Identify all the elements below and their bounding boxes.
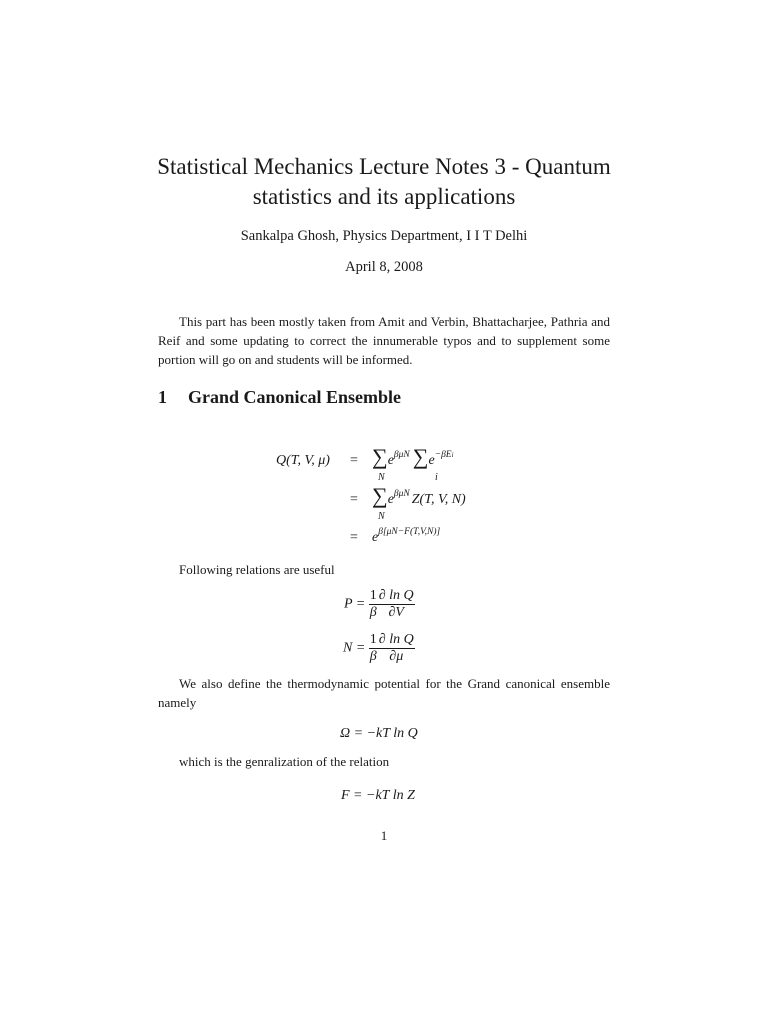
sum-symbol: ∑ <box>412 444 429 469</box>
grand-partition-lhs: Q(T, V, μ) <box>276 453 330 468</box>
exponent-beta-mu-n-2: βμN <box>393 489 410 499</box>
fraction-partial-ln-q-v <box>378 588 415 621</box>
exponent-beta-e-text: −βE <box>434 450 452 460</box>
eq-sign-row-2: = <box>350 492 358 507</box>
sum-symbol: ∑ <box>372 444 388 469</box>
denominator: ∂μ <box>389 649 404 664</box>
section-number: 1 <box>158 387 167 407</box>
author-line: Sankalpa Ghosh, Physics Department, I I T Delhi <box>240 228 528 244</box>
denominator: β <box>369 649 377 664</box>
number-lhs: N = <box>343 640 366 656</box>
exponent-free-energy: β[μN−F(T,V,N)] <box>378 527 441 537</box>
page-number: 1 <box>380 828 388 843</box>
section-title: Grand Canonical Ensemble <box>188 387 402 407</box>
exponent-beta-e <box>435 450 454 460</box>
exponent-beta-mu-n: βμN <box>393 450 410 460</box>
sum-sub-n-1: N <box>378 472 385 483</box>
pressure-lhs: P = <box>344 596 366 612</box>
fraction-partial-ln-q-mu <box>378 632 415 665</box>
eq-sign-row-3: = <box>350 530 358 545</box>
sum-row-1: $\sum e^{\beta\mu N}$ $\sum e^{-\beta Ei}$ <box>372 444 454 469</box>
title-line-1: Statistical Mechanics Lecture Notes 3 - Quantum <box>157 154 611 179</box>
sum-symbol: ∑ <box>372 483 388 508</box>
number-equation <box>343 632 415 665</box>
date-line: April 8, 2008 <box>345 259 423 275</box>
abstract-paragraph: This part has been mostly taken from Amit and Verbin, Bhattacharjee, Pathria and Reif and some updating to correct the innumerable typos and to supplement some portion will go on and students will be informed. <box>158 314 610 367</box>
denominator: β <box>369 605 377 620</box>
omega-equation: Ω = −kT ln Q <box>340 726 418 741</box>
exp-row-3: $e^{\beta[\mu N-F(T,V,N)]}$ <box>372 527 441 545</box>
generalization-text: which is the genralization of the relation <box>179 754 390 769</box>
following-text: Following relations are useful <box>179 562 335 577</box>
title-line-2: statistics and its applications <box>252 184 516 209</box>
section-heading <box>158 387 401 408</box>
partition-function-z: Z(T, V, N) <box>411 492 466 507</box>
numerator: ∂ ln Q <box>378 588 414 603</box>
eq-sign-row-1: = <box>350 453 358 468</box>
sum-sub-i: i <box>435 472 438 483</box>
pressure-equation <box>344 588 415 621</box>
sum-sub-n-2: N <box>378 511 385 522</box>
free-energy-equation: F = −kT ln Z <box>341 788 415 803</box>
numerator: ∂ ln Q <box>378 632 414 647</box>
define-paragraph: We also define the thermodynamic potential for the Grand canonical ensemble namely <box>158 676 610 710</box>
fraction-one-over-beta <box>369 588 378 621</box>
numerator: 1 <box>369 632 377 647</box>
sum-row-2: $\sum e^{\beta\mu N}$ Z(T, V, N) <box>372 483 466 508</box>
paper-title <box>0 152 768 212</box>
denominator: ∂V <box>388 605 404 620</box>
exponent-sub-i: i <box>451 451 454 459</box>
fraction-one-over-beta <box>369 632 378 665</box>
numerator: 1 <box>369 588 377 603</box>
